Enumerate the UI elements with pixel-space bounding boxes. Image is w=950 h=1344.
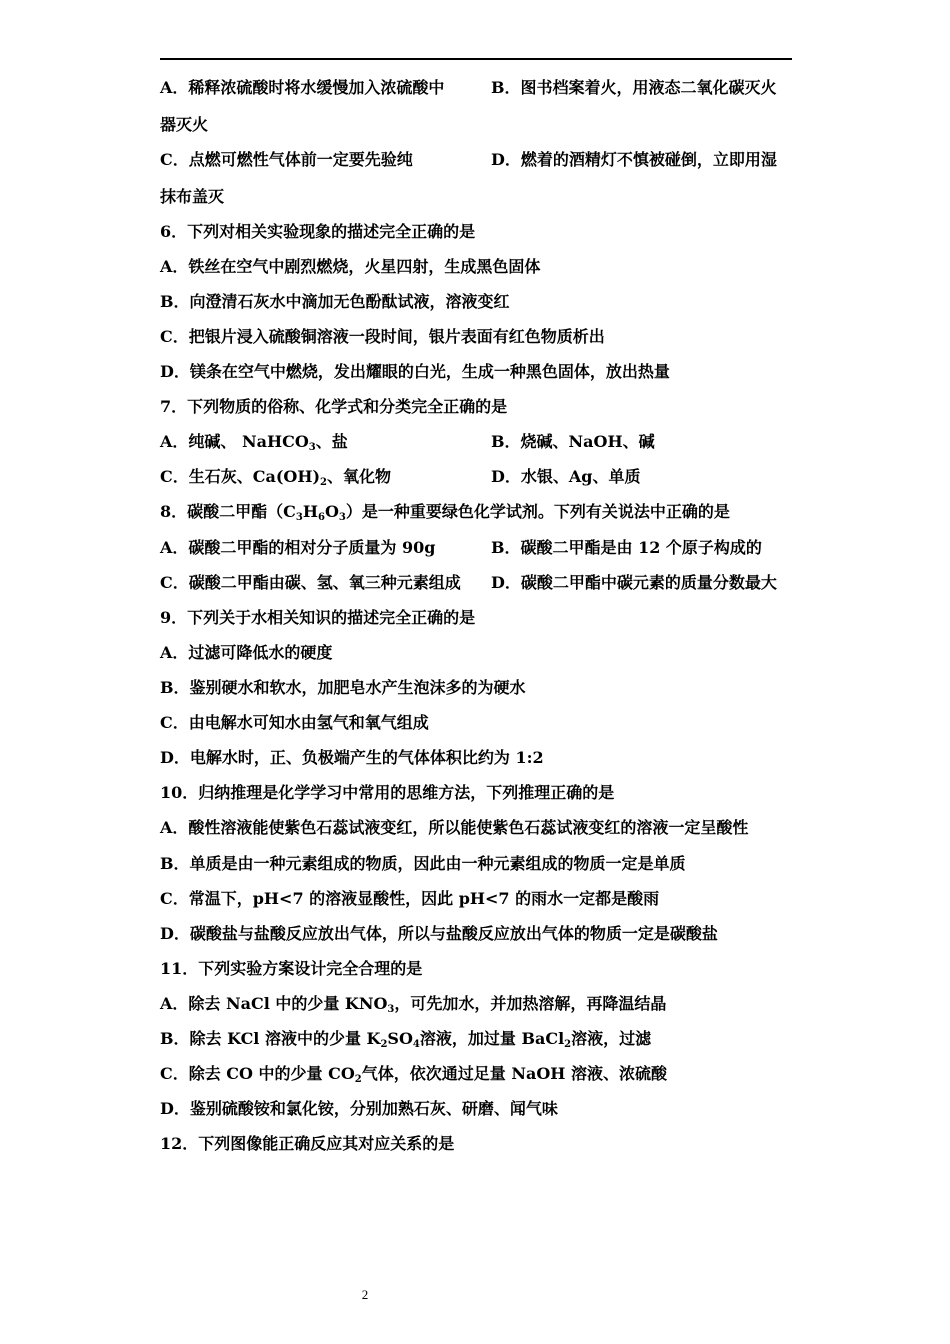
q11-option-c: C．除去 CO 中的少量 $CO_2$气体，依次通过足量 NaOH 溶液、浓硫酸 [160, 1064, 667, 1085]
q6-option-b: B．向澄清石灰水中滴加无色酚酞试液，溶液变红 [160, 292, 510, 311]
q11-option-d: D．鉴别硫酸铵和氯化铵，分别加熟石灰、研磨、闻气味 [160, 1099, 558, 1118]
q5-option-b: B．图书档案着火，用液态二氧化碳灭火 [491, 78, 777, 97]
q9-stem: 9．下列关于水相关知识的描述完全正确的是 [160, 608, 476, 627]
q12-stem: 12．下列图像能正确反应其对应关系的是 [160, 1134, 455, 1153]
q11-stem: 11．下列实验方案设计完全合理的是 [160, 959, 423, 978]
q11-option-a: A．除去 NaCl 中的少量 $KNO_3$，可先加水，并加热溶解，再降温结晶 [160, 994, 667, 1015]
header-rule [160, 58, 792, 60]
q8-option-d: D．碳酸二甲酯中碳元素的质量分数最大 [491, 573, 777, 592]
q7-option-d: D．水银、Ag、单质 [491, 467, 641, 486]
q10-option-a: A．酸性溶液能使紫色石蕊试液变红，所以能使紫色石蕊试液变红的溶液一定呈酸性 [160, 818, 749, 837]
q5-option-a: A．稀释浓硫酸时将水缓慢加入浓硫酸中 [160, 78, 445, 97]
q7-option-a: A．纯碱、 NaHCO$_3$、盐 [160, 432, 348, 453]
q10-option-b: B．单质是由一种元素组成的物质，因此由一种元素组成的物质一定是单质 [160, 854, 686, 873]
q6-option-c: C．把银片浸入硫酸铜溶液一段时间，银片表面有红色物质析出 [160, 327, 605, 346]
q5-option-c: C．点燃可燃性气体前一定要先验纯 [160, 150, 413, 169]
q9-option-c: C．由电解水可知水由氢气和氧气组成 [160, 713, 429, 732]
q10-option-c: C．常温下，pH<7 的溶液显酸性，因此 pH<7 的雨水一定都是酸雨 [160, 889, 660, 908]
q7-option-c: C．生石灰、$Ca(OH)_2$、氧化物 [160, 467, 392, 488]
q8-stem: 8．碳酸二甲酯$(C_3H_6O_3)$是一种重要绿色化学试剂。下列有关说法中正确的是 [160, 502, 730, 523]
q6-option-d: D．镁条在空气中燃烧，发出耀眼的白光，生成一种黑色固体，放出热量 [160, 362, 670, 381]
q9-option-d: D．电解水时，正、负极端产生的气体体积比约为 1:2 [160, 748, 544, 767]
q5-option-d: D．燃着的酒精灯不慎被碰倒，立即用湿 [491, 150, 777, 169]
q7-option-b: B．烧碱、NaOH、碱 [491, 432, 655, 451]
q8-option-b: B．碳酸二甲酯是由 12 个原子构成的 [491, 538, 762, 557]
q8-option-c: C．碳酸二甲酯由碳、氢、氧三种元素组成 [160, 573, 461, 592]
q7-stem: 7．下列物质的俗称、化学式和分类完全正确的是 [160, 397, 508, 416]
q9-option-b: B．鉴别硬水和软水，加肥皂水产生泡沫多的为硬水 [160, 678, 526, 697]
q10-stem: 10．归纳推理是化学学习中常用的思维方法，下列推理正确的是 [160, 783, 615, 802]
q6-option-a: A．铁丝在空气中剧烈燃烧，火星四射，生成黑色固体 [160, 257, 541, 276]
q10-option-d: D．碳酸盐与盐酸反应放出气体，所以与盐酸反应放出气体的物质一定是碳酸盐 [160, 924, 718, 943]
q5-option-b-cont: 器灭火 [160, 115, 209, 134]
page-number: 2 [361, 1287, 369, 1302]
q5-option-d-cont: 抹布盖灭 [160, 187, 225, 206]
q9-option-a: A．过滤可降低水的硬度 [160, 643, 333, 662]
q8-option-a: A．碳酸二甲酯的相对分子质量为 90g [160, 538, 436, 557]
q11-option-b: B．除去 KCl 溶液中的少量 $K_2SO_4$溶液，加过量 BaCl$_2$溶液，过滤 [160, 1029, 652, 1050]
q6-stem: 6．下列对相关实验现象的描述完全正确的是 [160, 222, 476, 241]
